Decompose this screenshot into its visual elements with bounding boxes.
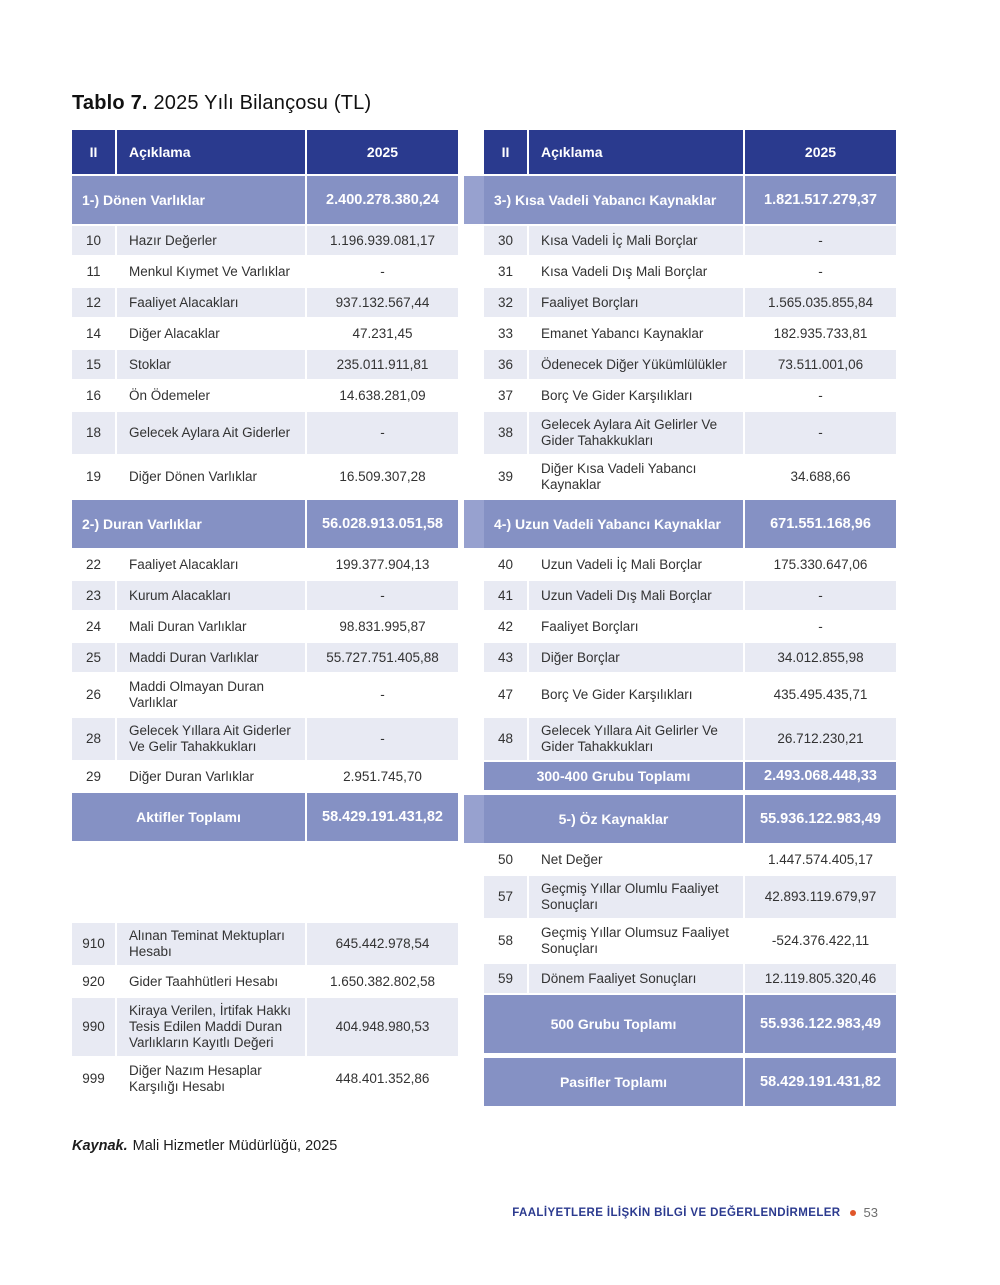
row-code: 50 [497, 851, 514, 867]
row-label: Ön Ödemeler [115, 381, 305, 410]
section-band [484, 176, 896, 224]
section-band-label: 3-) Kısa Vadeli Yabancı Kaynaklar [494, 192, 717, 208]
table-row [72, 998, 458, 1056]
row-code: 910 [82, 936, 105, 951]
row-label: Faaliyet Borçları [527, 288, 743, 317]
row-value: - [743, 581, 896, 610]
liabilities-table [484, 130, 896, 1108]
row-code: 14 [85, 325, 102, 341]
row-value: - [743, 612, 896, 641]
row-label: Diğer Duran Varlıklar [115, 762, 305, 791]
section-band-value: 55.936.122.983,49 [743, 795, 896, 843]
row-value: 448.401.352,86 [305, 1058, 458, 1100]
source-text: Mali Hizmetler Müdürlüğü, 2025 [132, 1138, 338, 1154]
section-band-value: 1.821.517.279,37 [743, 176, 896, 224]
row-code: 33 [497, 325, 514, 341]
row-label: Gelecek Yıllara Ait Gelirler Ve Gider Tahakkukları [527, 718, 743, 760]
table-row [484, 350, 896, 379]
row-code: 36 [497, 356, 514, 372]
row-label: Maddi Olmayan Duran Varlıklar [115, 674, 305, 716]
table-row [72, 288, 458, 317]
row-label: Maddi Duran Varlıklar [115, 643, 305, 672]
section-band-value: 671.551.168,96 [743, 500, 896, 548]
row-label: Gider Taahhütleri Hesabı [115, 967, 305, 996]
row-label: Ödenecek Diğer Yükümlülükler [527, 350, 743, 379]
table-row [72, 550, 458, 579]
section-band-label: 500 Grubu Toplamı [550, 1016, 677, 1032]
row-label: Faaliyet Borçları [527, 612, 743, 641]
row-code: 38 [497, 425, 514, 440]
row-code: 47 [497, 687, 514, 702]
section-band-value: 58.429.191.431,82 [305, 793, 458, 841]
table-title-text: 2025 Yılı Bilançosu (TL) [153, 92, 372, 114]
table-row [484, 226, 896, 255]
section-band-value: 56.028.913.051,58 [305, 500, 458, 548]
table-row [484, 674, 896, 716]
section-band-label: Aktifler Toplamı [136, 809, 241, 825]
row-label: Diğer Nazım Hesaplar Karşılığı Hesabı [115, 1058, 305, 1100]
table-row [72, 257, 458, 286]
row-value: 34.688,66 [743, 456, 896, 498]
row-code: 15 [85, 356, 102, 372]
section-band-label: 4-) Uzun Vadeli Yabancı Kaynaklar [494, 516, 721, 532]
column-header-code: II [89, 144, 98, 160]
table-row [72, 350, 458, 379]
table-row [72, 581, 458, 610]
table-row [484, 920, 896, 962]
table-row [72, 923, 458, 965]
row-value: 47.231,45 [305, 319, 458, 348]
row-value: 1.650.382.802,58 [305, 967, 458, 996]
table-row [484, 964, 896, 993]
row-label: Faaliyet Alacakları [115, 550, 305, 579]
table-number: Tablo 7. [72, 92, 148, 114]
row-label: Borç Ve Gider Karşılıkları [527, 381, 743, 410]
row-label: Geçmiş Yıllar Olumlu Faaliyet Sonuçları [527, 876, 743, 918]
row-label: Menkul Kıymet Ve Varlıklar [115, 257, 305, 286]
row-value: 937.132.567,44 [305, 288, 458, 317]
row-label: Diğer Kısa Vadeli Yabancı Kaynaklar [527, 456, 743, 498]
row-label: Net Değer [527, 845, 743, 874]
row-value: - [743, 257, 896, 286]
row-label: Diğer Dönen Varlıklar [115, 456, 305, 498]
row-label: Dönem Faaliyet Sonuçları [527, 964, 743, 993]
row-code: 30 [497, 232, 514, 248]
row-value: 55.727.751.405,88 [305, 643, 458, 672]
table-row [72, 226, 458, 255]
table-header [484, 130, 896, 174]
section-band-label: 300-400 Grubu Toplamı [536, 768, 691, 784]
row-code: 22 [85, 556, 102, 572]
table-row [484, 456, 896, 498]
section-band [484, 762, 896, 790]
row-code: 32 [497, 294, 514, 310]
table-row [72, 1058, 458, 1100]
row-value: 1.565.035.855,84 [743, 288, 896, 317]
footer-section-title: FAALİYETLERE İLİŞKİN BİLGİ VE DEĞERLENDİRMELER [512, 1206, 841, 1219]
table-row [484, 845, 896, 874]
table-row [484, 257, 896, 286]
row-label: Mali Duran Varlıklar [115, 612, 305, 641]
row-code: 57 [497, 889, 514, 904]
column-header-desc: Açıklama [527, 130, 743, 174]
balance-sheet-tables [72, 130, 896, 1108]
section-band [484, 500, 896, 548]
section-band-label: 5-) Öz Kaynaklar [558, 811, 669, 827]
table-row [484, 381, 896, 410]
table-row [484, 581, 896, 610]
table-row [72, 643, 458, 672]
section-band [72, 793, 458, 841]
table-row [72, 762, 458, 791]
row-label: Kısa Vadeli Dış Mali Borçlar [527, 257, 743, 286]
section-band [72, 500, 458, 548]
row-label: Geçmiş Yıllar Olumsuz Faaliyet Sonuçları [527, 920, 743, 962]
section-band-label: 2-) Duran Varlıklar [82, 516, 202, 532]
row-value: 1.447.574.405,17 [743, 845, 896, 874]
row-value: 34.012.855,98 [743, 643, 896, 672]
row-value: 182.935.733,81 [743, 319, 896, 348]
table-row [484, 288, 896, 317]
table-row [484, 643, 896, 672]
row-code: 23 [85, 587, 102, 603]
section-band [484, 1058, 896, 1106]
row-label: Emanet Yabancı Kaynaklar [527, 319, 743, 348]
section-band [484, 795, 896, 843]
table-row [72, 456, 458, 498]
row-code: 31 [497, 263, 514, 279]
section-band-value: 2.400.278.380,24 [305, 176, 458, 224]
row-code: 29 [85, 768, 102, 784]
row-code: 16 [85, 387, 102, 403]
row-label: Hazır Değerler [115, 226, 305, 255]
row-value: 404.948.980,53 [305, 998, 458, 1056]
row-code: 24 [85, 618, 102, 634]
column-header-year: 2025 [743, 130, 896, 174]
row-code: 999 [82, 1071, 105, 1086]
row-code: 19 [85, 469, 102, 484]
table-header [72, 130, 458, 174]
row-value: - [305, 718, 458, 760]
row-code: 28 [85, 731, 102, 746]
table-row [72, 319, 458, 348]
row-code: 39 [497, 469, 514, 484]
table-row [72, 674, 458, 716]
row-label: Uzun Vadeli İç Mali Borçlar [527, 550, 743, 579]
row-value: - [305, 257, 458, 286]
row-value: - [743, 412, 896, 454]
table-row [484, 612, 896, 641]
row-value: - [305, 412, 458, 454]
row-value: 12.119.805.320,46 [743, 964, 896, 993]
row-code: 26 [85, 687, 102, 702]
section-band-label: Pasifler Toplamı [559, 1074, 668, 1090]
row-value: 645.442.978,54 [305, 923, 458, 965]
table-row [72, 412, 458, 454]
row-value: 16.509.307,28 [305, 456, 458, 498]
row-value: 73.511.001,06 [743, 350, 896, 379]
table-row [484, 718, 896, 760]
table-row [72, 967, 458, 996]
column-header-desc: Açıklama [115, 130, 305, 174]
section-band [72, 176, 458, 224]
column-header-code: II [501, 144, 510, 160]
row-label: Kurum Alacakları [115, 581, 305, 610]
row-code: 990 [82, 1019, 105, 1034]
row-code: 25 [85, 649, 102, 665]
section-band-value: 55.936.122.983,49 [743, 995, 896, 1053]
row-label: Uzun Vadeli Dış Mali Borçlar [527, 581, 743, 610]
row-value: 14.638.281,09 [305, 381, 458, 410]
row-value: -524.376.422,11 [743, 920, 896, 962]
row-label: Alınan Teminat Mektupları Hesabı [115, 923, 305, 965]
table-row [72, 381, 458, 410]
page-footer [512, 1205, 878, 1220]
row-value: - [305, 674, 458, 716]
section-band-value: 58.429.191.431,82 [743, 1058, 896, 1106]
row-code: 10 [85, 232, 102, 248]
table-row [484, 876, 896, 918]
row-value: 435.495.435,71 [743, 674, 896, 716]
row-label: Borç Ve Gider Karşılıkları [527, 674, 743, 716]
row-code: 41 [497, 587, 514, 603]
table-gap-spacer [72, 843, 458, 923]
row-value: 98.831.995,87 [305, 612, 458, 641]
row-value: 26.712.230,21 [743, 718, 896, 760]
row-code: 59 [497, 970, 514, 986]
column-header-year: 2025 [305, 130, 458, 174]
row-code: 12 [85, 294, 102, 310]
row-value: 2.951.745,70 [305, 762, 458, 791]
row-label: Gelecek Aylara Ait Giderler [115, 412, 305, 454]
row-value: 42.893.119.679,97 [743, 876, 896, 918]
table-row [484, 319, 896, 348]
row-value: - [743, 226, 896, 255]
row-code: 18 [85, 425, 102, 440]
row-value: - [305, 581, 458, 610]
row-label: Faaliyet Alacakları [115, 288, 305, 317]
table-row [484, 412, 896, 454]
row-label: Gelecek Yıllara Ait Giderler Ve Gelir Tahakkukları [115, 718, 305, 760]
source-note [72, 1138, 337, 1154]
row-label: Kısa Vadeli İç Mali Borçlar [527, 226, 743, 255]
row-code: 48 [497, 731, 514, 746]
row-code: 37 [497, 387, 514, 403]
row-code: 43 [497, 649, 514, 665]
row-code: 42 [497, 618, 514, 634]
section-band-value: 2.493.068.448,33 [743, 762, 896, 790]
row-code: 920 [82, 973, 105, 989]
row-value: 199.377.904,13 [305, 550, 458, 579]
row-code: 58 [497, 933, 514, 948]
source-label: Kaynak. [72, 1138, 128, 1154]
section-band-label: 1-) Dönen Varlıklar [82, 192, 205, 208]
row-label: Diğer Borçlar [527, 643, 743, 672]
row-value: 175.330.647,06 [743, 550, 896, 579]
page-title [72, 92, 371, 115]
row-value: - [743, 381, 896, 410]
row-label: Diğer Alacaklar [115, 319, 305, 348]
row-value: 1.196.939.081,17 [305, 226, 458, 255]
assets-table [72, 130, 458, 1102]
row-code: 11 [86, 263, 101, 279]
footer-bullet-icon [850, 1210, 856, 1216]
table-row [484, 550, 896, 579]
row-code: 40 [497, 556, 514, 572]
section-band [484, 995, 896, 1053]
row-label: Gelecek Aylara Ait Gelirler Ve Gider Tahakkukları [527, 412, 743, 454]
table-row [72, 612, 458, 641]
row-label: Stoklar [115, 350, 305, 379]
table-row [72, 718, 458, 760]
row-value: 235.011.911,81 [305, 350, 458, 379]
row-label: Kiraya Verilen, İrtifak Hakkı Tesis Edilen Maddi Duran Varlıkların Kayıtlı Değeri [115, 998, 305, 1056]
page-number: 53 [863, 1205, 878, 1220]
